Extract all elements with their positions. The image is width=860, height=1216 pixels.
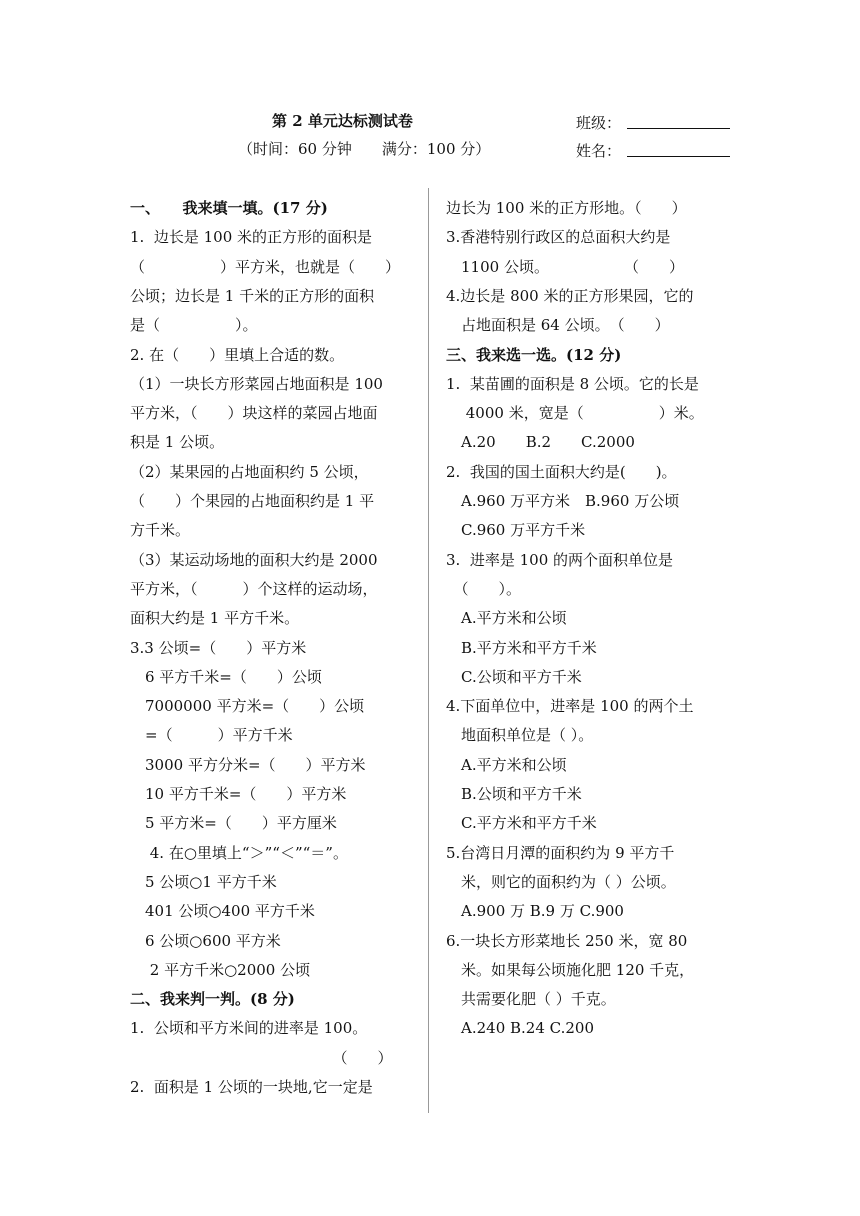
question-line: 共需要化肥（ ）千克。 [446, 990, 616, 1009]
question-line: 3.3 公顷=（ ）平方米 [130, 638, 307, 657]
section-heading: 二、我来判一判。(8 分) [130, 990, 295, 1009]
question-line: 6 平方千米=（ ）公顷 [130, 667, 322, 686]
question-line: （ ）。 [446, 579, 522, 598]
question-line: 1. 边长是 100 米的正方形的面积是 [130, 228, 373, 247]
question-line: 401 公顷○400 平方千米 [130, 902, 315, 921]
question-line: （1）一块长方形菜园占地面积是 100 [130, 374, 383, 393]
question-line: 2 平方千米○2000 公顷 [130, 960, 311, 979]
question-line: 是（ ）。 [130, 316, 258, 335]
question-line: 4.边长是 800 米的正方形果园，它的 [446, 286, 694, 305]
question-line: （ ）平方米，也就是（ ） [130, 257, 401, 276]
question-line: 占地面积是 64 公顷。 （ ） [446, 316, 670, 335]
question-line: （ ）个果园的占地面积约是 1 平 [130, 492, 375, 510]
question-line: 10 平方千米=（ ）平方米 [130, 785, 347, 803]
question-line: 5 平方米=（ ）平方厘米 [130, 814, 337, 833]
question-line: A.960 万平方米 B.960 万公顷 [446, 492, 680, 510]
question-line: 4000 米，宽是（ ）米。 [446, 404, 704, 423]
question-line: A.20 B.2 C.2000 [446, 433, 635, 452]
question-line: 6.一块长方形菜地长 250 米，宽 80 [446, 931, 688, 950]
question-line: B.公顷和平方千米 [446, 785, 582, 803]
question-line: C.960 万平方千米 [446, 521, 586, 540]
question-line: C.公顷和平方千米 [446, 667, 582, 686]
question-line: 1. 某苗圃的面积是 8 公顷。它的长是 [446, 374, 699, 393]
question-line: 米。如果每公顷施化肥 120 千克， [446, 960, 695, 979]
question-line: 2. 在（ ）里填上合适的数。 [130, 345, 345, 364]
question-line: =（ ）平方千米 [130, 726, 293, 745]
question-line: 5.台湾日月潭的面积约为 9 平方千 [446, 843, 675, 862]
name-label: 姓名： [576, 142, 622, 160]
question-line: 4.下面单位中，进率是 100 的两个土 [446, 697, 694, 716]
question-line: 边长为 100 米的正方形地。（ ） [446, 199, 687, 217]
question-line: 2. 面积是 1 公顷的一块地,它一定是 [130, 1078, 373, 1096]
question-line: 1. 公顷和平方米间的进率是 100。 [130, 1019, 368, 1038]
class-label: 班级： [576, 114, 622, 132]
question-line: 1100 公顷。 （ ） [446, 257, 684, 276]
question-line: 2. 我国的国土面积大约是( )。 [446, 462, 677, 481]
question-line: C.平方米和平方千米 [446, 814, 597, 833]
page-subtitle: （时间：60 分钟 满分：100 分） [238, 140, 491, 158]
question-line: 4. 在○里填上“＞”“＜”“＝”。 [130, 843, 348, 862]
question-line: 平方米，（ ）块这样的菜园占地面 [130, 404, 378, 423]
question-line: 3.香港特别行政区的总面积大约是 [446, 228, 671, 247]
question-line: 地面积单位是（ ）。 [446, 726, 594, 745]
class-blank [627, 128, 730, 129]
question-line: 积是 1 公顷。 [130, 433, 225, 452]
question-line: A.900 万 B.9 万 C.900 [446, 902, 624, 921]
question-line: 7000000 平方米=（ ）公顷 [130, 697, 365, 716]
section-heading: 一、 我来填一填。(17 分) [130, 199, 328, 217]
question-line: 米，则它的面积约为（ ）公顷。 [446, 872, 676, 891]
question-line: A.240 B.24 C.200 [446, 1019, 594, 1038]
section-heading: 三、我来选一选。(12 分) [446, 345, 622, 364]
question-line: （2）某果园的占地面积约 5 公顷， [130, 462, 369, 481]
name-blank [627, 156, 730, 157]
question-line: A.平方米和公顷 [446, 755, 567, 774]
question-line: 3000 平方分米=（ ）平方米 [130, 755, 366, 774]
question-line: （3）某运动场地的面积大约是 2000 [130, 550, 378, 569]
question-line: 平方米，（ ）个这样的运动场， [130, 579, 378, 598]
question-line: A.平方米和公顷 [446, 609, 567, 628]
question-line: B.平方米和平方千米 [446, 638, 597, 657]
column-divider [428, 188, 429, 1113]
question-line: 5 公顷○1 平方千米 [130, 872, 277, 891]
question-line: 公顷；边长是 1 千米的正方形的面积 [130, 286, 375, 305]
question-line: 面积大约是 1 平方千米。 [130, 609, 300, 628]
page-title: 第 2 单元达标测试卷 [272, 112, 413, 130]
question-line: 方千米。 [130, 521, 191, 540]
question-line: 3. 进率是 100 的两个面积单位是 [446, 550, 674, 569]
question-line: （ ） [130, 1048, 393, 1067]
question-line: 6 公顷○600 平方米 [130, 931, 281, 950]
